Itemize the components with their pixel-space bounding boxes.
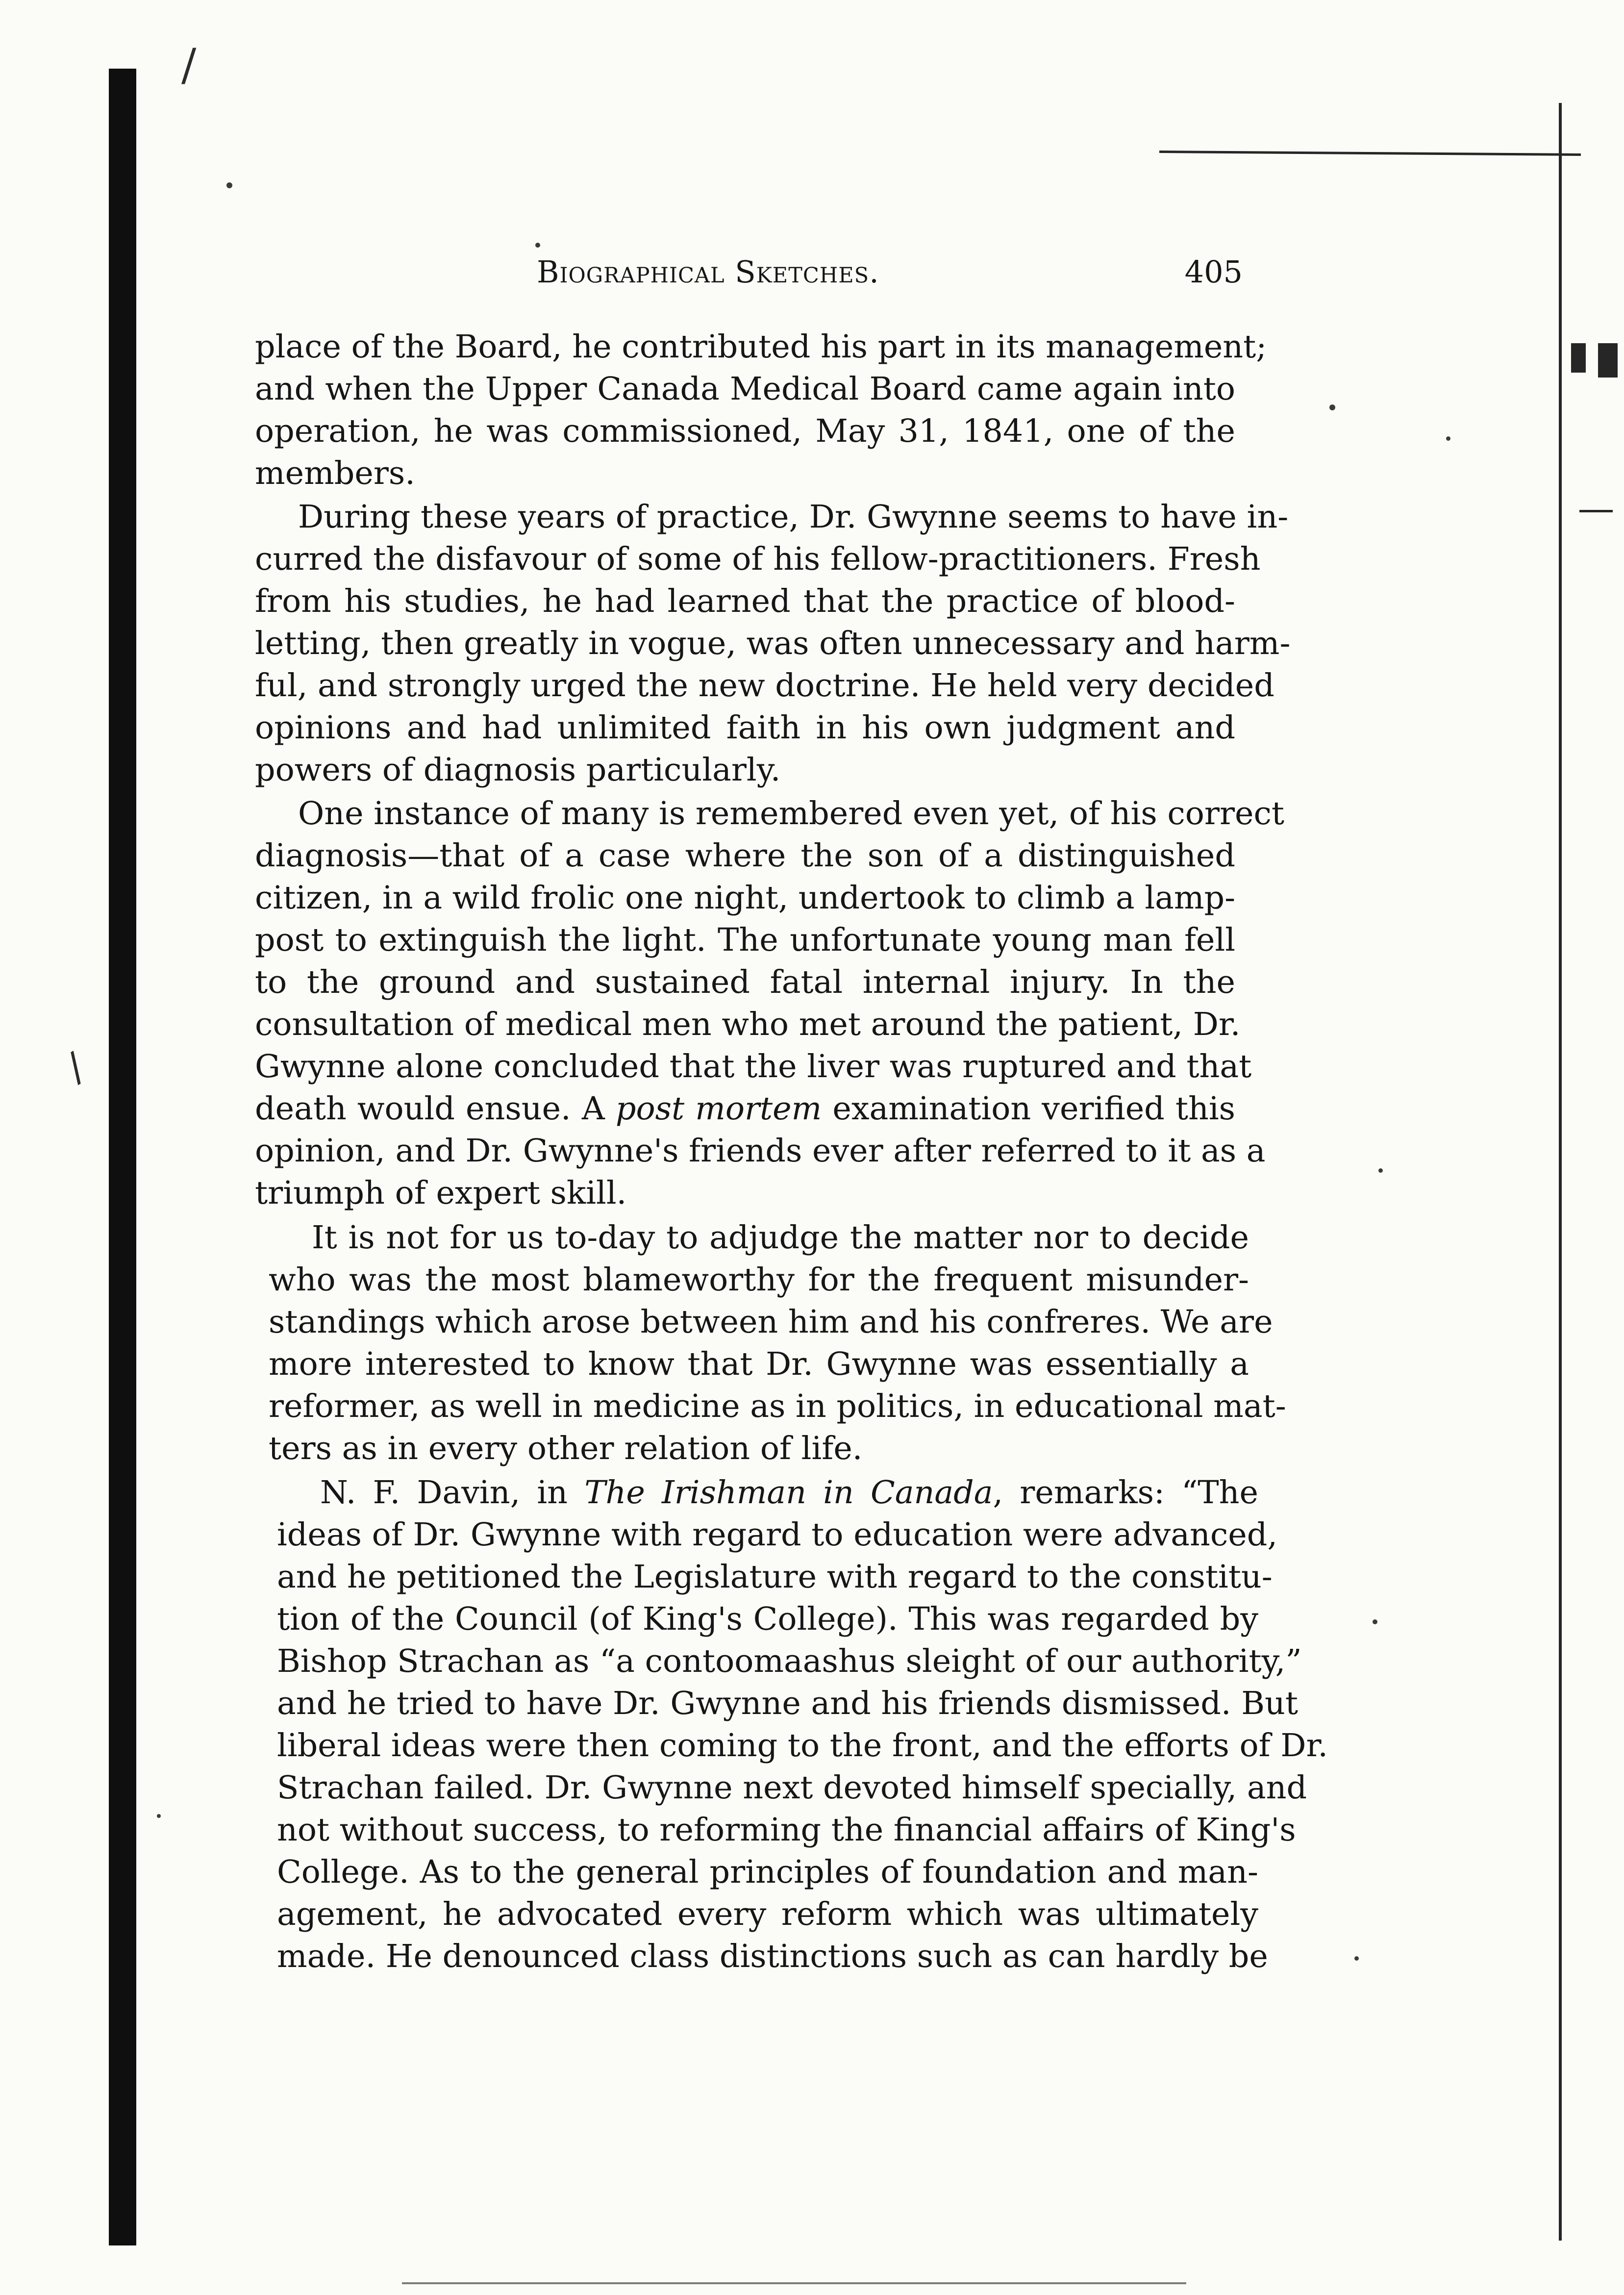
- line-text: ideas of Dr. Gwynne with regard to education were advanced,: [277, 1516, 1278, 1553]
- text-line: [255, 538, 1261, 580]
- line-text: During these years of practice, Dr. Gwynne seems to have in-: [298, 499, 1289, 535]
- line-text: who was the most blameworthy for the frequent misunder-: [269, 1261, 1249, 1298]
- line-text: standings which arose between him and his confreres. We are: [269, 1304, 1273, 1340]
- binding-shadow: [109, 69, 136, 2245]
- line-text: citizen, in a wild frolic one night, undertook to climb a lamp-: [255, 880, 1236, 916]
- line-text: death would ensue. A: [255, 1090, 616, 1127]
- text-line: [277, 1851, 1258, 1893]
- text-line: [269, 1259, 1249, 1301]
- line-text: made. He denounced class distinctions such as can hardly be: [277, 1938, 1268, 1975]
- text-line: [255, 1130, 1266, 1172]
- speck: [1378, 1168, 1383, 1173]
- italic-phrase: post mortem: [615, 1090, 822, 1127]
- line-text: diagnosis—that of a case where the son of a distinguished: [255, 837, 1235, 874]
- text-line: [277, 1556, 1273, 1598]
- edge-rule-top: [1159, 151, 1581, 156]
- text-line: [255, 707, 1235, 749]
- text-line: [255, 1088, 1235, 1130]
- text-line: [277, 1472, 1258, 1514]
- text-line: [277, 1725, 1328, 1767]
- text-line: [255, 368, 1235, 410]
- page-number: 405: [1184, 254, 1243, 290]
- speck: [1446, 436, 1450, 441]
- line-text: reformer, as well in medicine as in politics, in educational mat-: [269, 1388, 1286, 1425]
- text-line: [277, 1598, 1258, 1640]
- text-line: [277, 1640, 1302, 1683]
- text-line: [255, 453, 1235, 495]
- speck: [226, 182, 232, 188]
- text-line: [277, 1683, 1298, 1725]
- line-text: Strachan failed. Dr. Gwynne next devoted himself specially, and: [277, 1769, 1307, 1806]
- text-line: [255, 793, 1285, 835]
- text-line: [255, 326, 1267, 368]
- line-text: One instance of many is remembered even yet, of his correct: [298, 795, 1285, 832]
- text-line: [269, 1343, 1249, 1386]
- speck: [1329, 404, 1335, 410]
- text-line: [269, 1386, 1286, 1428]
- text-line: [269, 1217, 1249, 1259]
- line-text: letting, then greatly in vogue, was often unnecessary and harm-: [255, 625, 1291, 662]
- line-text: agement, he advocated every reform which was ultimately: [277, 1896, 1258, 1933]
- text-line: [255, 580, 1235, 623]
- speck: [1373, 1619, 1377, 1624]
- line-text: and when the Upper Canada Medical Board came again into: [255, 371, 1235, 407]
- line-text: triumph of expert skill.: [255, 1175, 627, 1211]
- text-line: [255, 665, 1274, 707]
- running-title: Biographical Sketches.: [537, 254, 879, 290]
- line-text: College. As to the general principles of foundation and man-: [277, 1854, 1258, 1891]
- line-text: Gwynne alone concluded that the liver was ruptured and that: [255, 1048, 1252, 1085]
- text-line: [255, 877, 1235, 919]
- text-line: [277, 1893, 1258, 1936]
- line-text: more interested to know that Dr. Gwynne was essentially a: [269, 1346, 1249, 1383]
- text-line: [255, 961, 1235, 1004]
- line-text: curred the disfavour of some of his fellow-practitioners. Fresh: [255, 541, 1261, 578]
- line-text: liberal ideas were then coming to the front, and the efforts of Dr.: [277, 1727, 1328, 1764]
- edge-mark-right-2: [1598, 343, 1618, 378]
- text-line: [255, 1004, 1241, 1046]
- text-line: [255, 496, 1289, 538]
- edge-mark-right-1: [1571, 343, 1586, 373]
- speck: [535, 243, 540, 248]
- text-line: [255, 1172, 1235, 1214]
- line-text: post to extinguish the light. The unfortunate young man fell: [255, 922, 1235, 958]
- text-line: [269, 1428, 1249, 1470]
- text-line: [255, 919, 1235, 961]
- line-text: tion of the Council (of King's College). This was regarded by: [277, 1601, 1258, 1638]
- line-text: opinions and had unlimited faith in his own judgment and: [255, 709, 1235, 746]
- line-text: place of the Board, he contributed his part in its management;: [255, 328, 1267, 365]
- text-line: [269, 1301, 1273, 1343]
- line-text: to the ground and sustained fatal internal injury. In the: [255, 964, 1235, 1001]
- text-line: [255, 835, 1235, 877]
- edge-rule-right-dash: [1579, 510, 1613, 512]
- line-text: operation, he was commissioned, May 31, 1841, one of the: [255, 413, 1235, 450]
- text-line: [277, 1809, 1296, 1851]
- line-text: powers of diagnosis particularly.: [255, 752, 781, 788]
- text-line: [255, 1046, 1252, 1088]
- line-text: from his studies, he had learned that the practice of blood-: [255, 583, 1235, 620]
- edge-rule-right: [1559, 103, 1562, 2241]
- line-text: opinion, and Dr. Gwynne's friends ever after referred to it as a: [255, 1133, 1266, 1169]
- speck: [157, 1814, 161, 1818]
- italic-title: The Irishman in Canada: [584, 1474, 993, 1511]
- line-text: N. F. Davin, in: [320, 1474, 585, 1511]
- line-text: ful, and strongly urged the new doctrine. He held very decided: [255, 667, 1274, 704]
- line-text: consultation of medical men who met around the patient, Dr.: [255, 1006, 1241, 1043]
- margin-mark: /: [181, 39, 197, 91]
- text-line: [277, 1936, 1268, 1978]
- line-text: and he petitioned the Legislature with regard to the constitu-: [277, 1559, 1273, 1595]
- line-text: ters as in every other relation of life.: [269, 1430, 863, 1467]
- running-head: [537, 254, 1243, 298]
- line-text: examination verified this: [822, 1090, 1235, 1127]
- line-text: , remarks: “The: [993, 1474, 1258, 1511]
- text-line: [277, 1767, 1307, 1809]
- edge-rule-bottom: [402, 2282, 1186, 2284]
- line-text: members.: [255, 455, 415, 492]
- margin-mark: /: [58, 1044, 93, 1090]
- speck: [1354, 1956, 1359, 1961]
- text-line: [255, 623, 1291, 665]
- line-text: and he tried to have Dr. Gwynne and his friends dismissed. But: [277, 1685, 1298, 1722]
- text-line: [255, 749, 1235, 791]
- line-text: not without success, to reforming the financial affairs of King's: [277, 1812, 1296, 1848]
- text-line: [277, 1514, 1278, 1556]
- line-text: It is not for us to-day to adjudge the matter nor to decide: [312, 1219, 1249, 1256]
- line-text: Bishop Strachan as “a contoomaashus sleight of our authority,”: [277, 1643, 1302, 1680]
- text-line: [255, 410, 1235, 453]
